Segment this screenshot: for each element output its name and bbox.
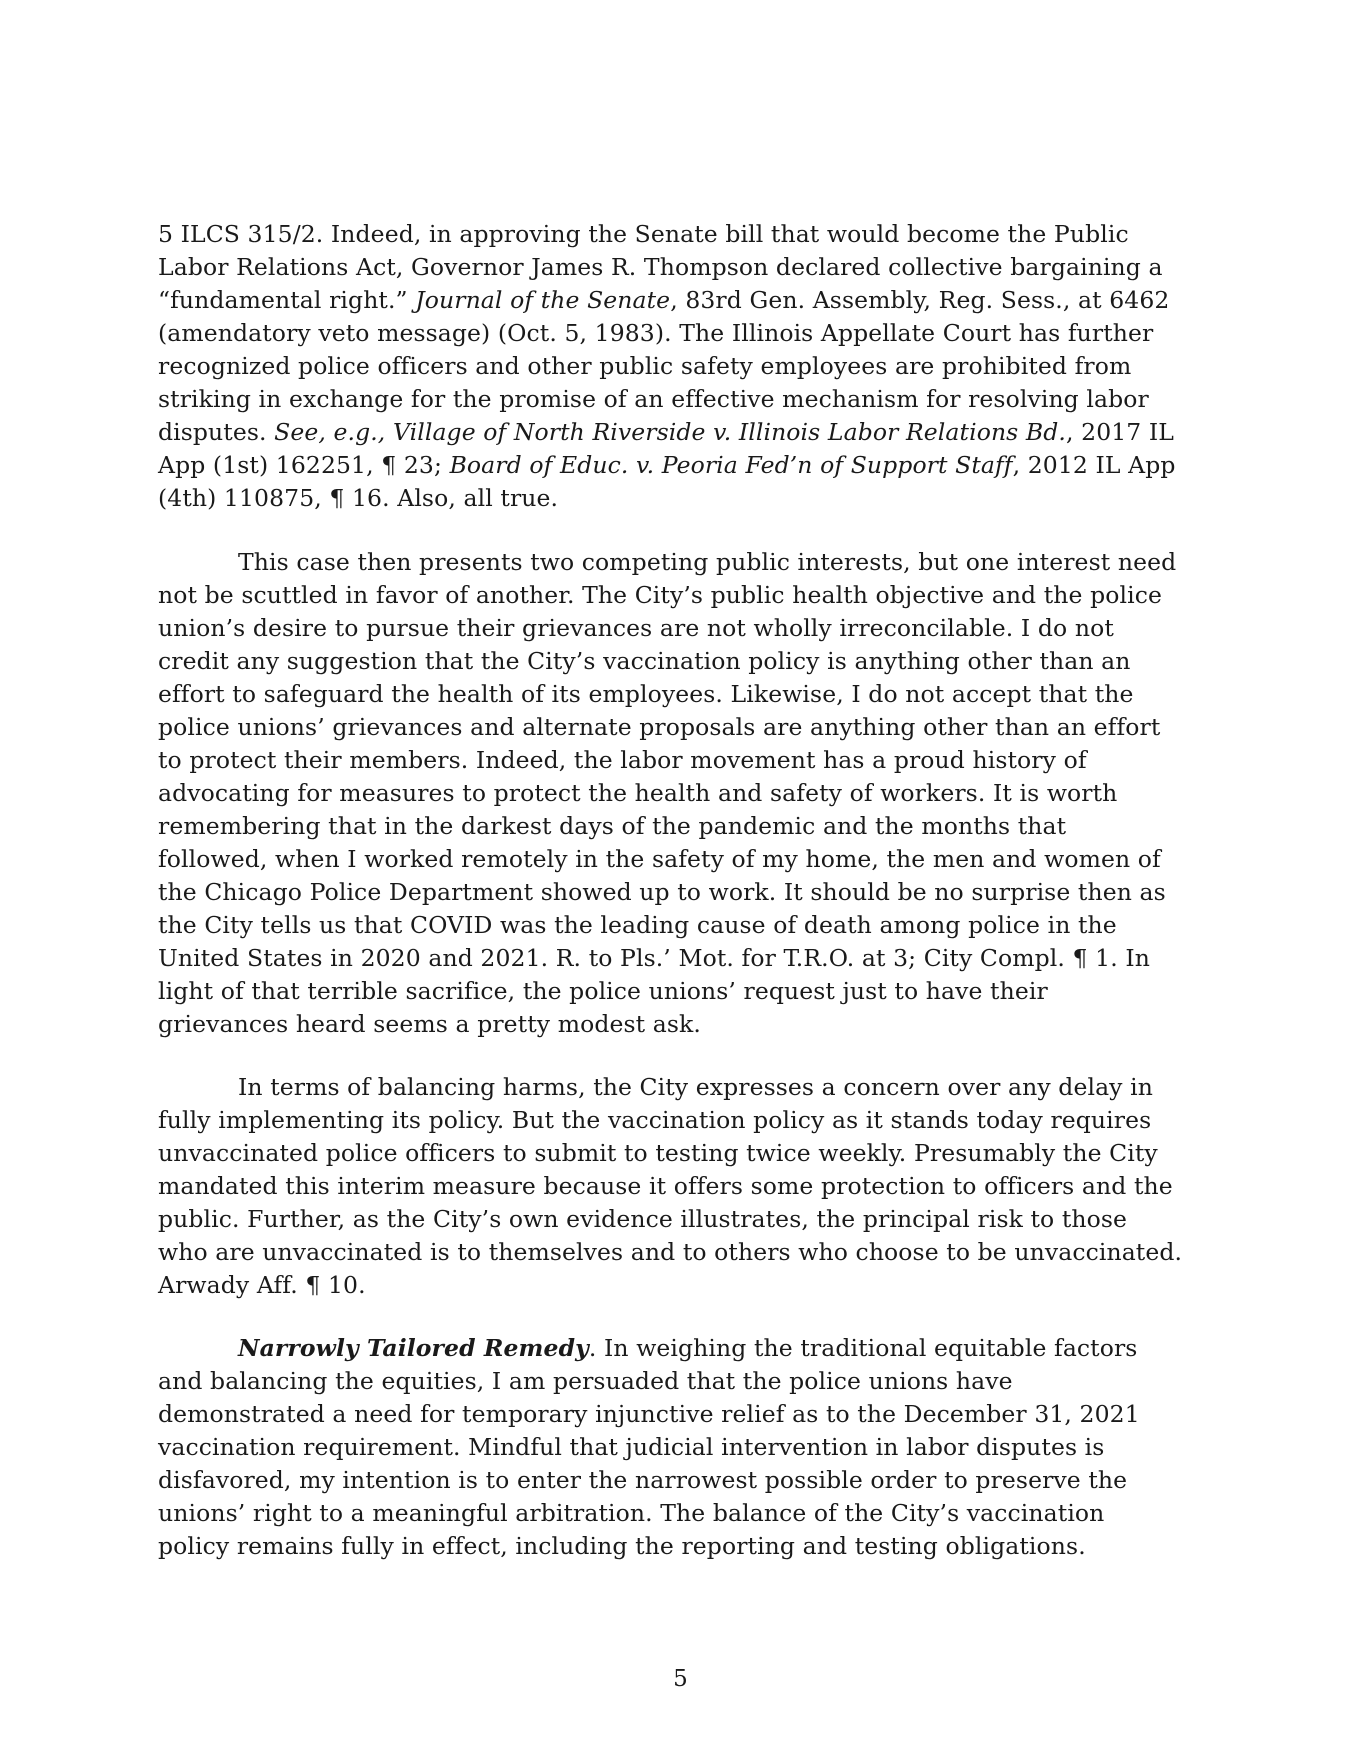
text-span: In terms of balancing harms, the City expresses a concern over any delay in fully implementing its policy. But the vaccination policy as it stands today requires unvaccinated police officers to submit to testing twice weekly. Presumably the City mandated this interim measure because it offers some protection to officers and the public. Further, as the City’s own evidence illustrates, the principal risk to those who are unvaccinated is to themselves and to others who choose to be unvaccinated. Arwady Aff. ¶ 10. [158, 1073, 1183, 1299]
paragraph-narrowly-tailored-remedy [158, 1332, 1183, 1563]
citation-italic: See, e.g., Village of North Riverside v. Illinois Labor Relations Bd. [274, 418, 1066, 446]
page-number: 5 [673, 1666, 688, 1692]
paragraph-competing-interests [158, 546, 1183, 1041]
paragraph-balancing-harms [158, 1071, 1183, 1302]
text-span: , 83rd Gen. Assembly, Reg. Sess., at 6462 (amendatory veto message) (Oct. 5, 1983). The Illinois Appellate Court has further recognized police officers and other public safety employees are prohibited from striking in exchange for the promise of an effective mechanism for resolving labor disputes. [158, 286, 1170, 446]
section-heading: Narrowly Tailored Remedy [238, 1334, 589, 1362]
text-span: 5 ILCS 315/2. Indeed, in approving the Senate bill that would become the Public Labor Relations Act, Governor James R. Thompson declared collective bargaining a “fundamental right.” [158, 220, 1163, 314]
text-span: This case then presents two competing public interests, but one interest need not be scuttled in favor of another. The City’s public health objective and the police union’s desire to pursue their grievances are not wholly irreconcilable. I do not credit any suggestion that the City’s vaccination policy is anything other than an effort to safeguard the health of its employees. Likewise, I do not accept that the police unions’ grievances and alternate proposals are anything other than an effort to protect their members. Indeed, the labor movement has a proud history of advocating for measures to protect the health and safety of workers. It is worth remembering that in the darkest days of the pandemic and the months that followed, when I worked remotely in the safety of my home, the men and women of the Chicago Police Department showed up to work. It should be no surprise then as the City tells us that COVID was the leading cause of death among police in the United States in 2020 and 2021. R. to Pls.’ Mot. for T.R.O. at 3; City Compl. ¶ 1. In light of that terrible sacrifice, the police unions’ request just to have their grievances heard seems a pretty modest ask. [158, 548, 1177, 1038]
body-text [158, 218, 1183, 1593]
text-span: , 2012 IL App (4th) 110875, ¶ 16. Also, all true. [158, 451, 1176, 512]
citation-italic: Journal of the Senate [415, 286, 671, 314]
paragraph-labor-act [158, 218, 1183, 515]
text-span: , 2017 IL App (1st) 162251, ¶ 23; [158, 418, 1175, 479]
citation-italic: Board of Educ. v. Peoria Fed’n of Support Staff [449, 451, 1013, 479]
text-span: . In weighing the traditional equitable factors and balancing the equities, I am persuaded that the police unions have demonstrated a need for temporary injunctive relief as to the December 31, 2021 vaccination requirement. Mindful that judicial intervention in labor disputes is disfavored, my intention is to enter the narrowest possible order to preserve the unions’ right to a meaningful arbitration. The balance of the City’s vaccination policy remains fully in effect, including the reporting and testing obligations. [158, 1334, 1140, 1560]
